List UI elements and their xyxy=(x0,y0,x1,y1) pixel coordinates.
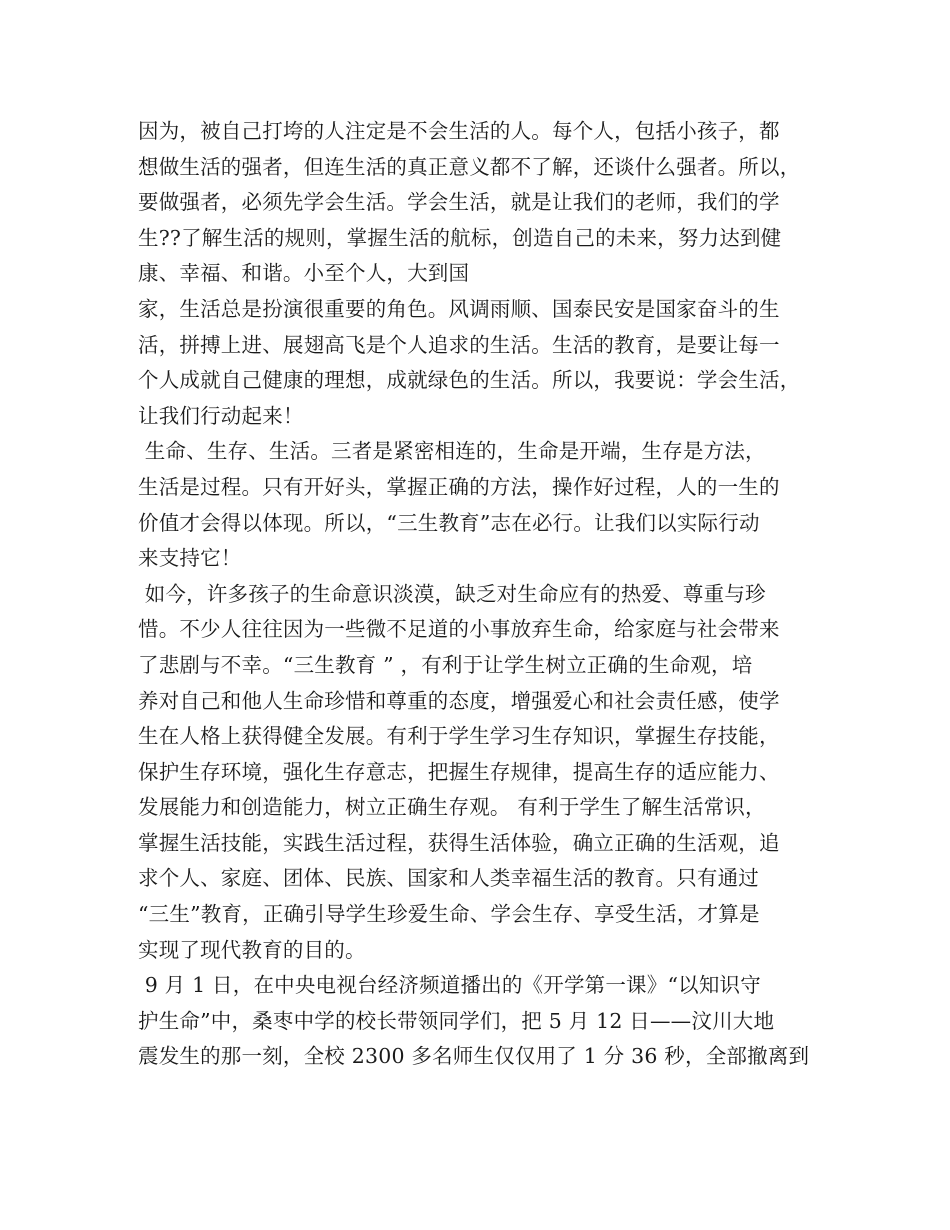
text-line: 让我们行动起来！ xyxy=(138,403,304,428)
text-line: 想做生活的强者，但连生活的真正意义都不了解，还谈什么强者。所以， xyxy=(138,154,801,179)
text-line: 生在人格上获得健全发展。有利于学生学习生存知识，掌握生存技能， xyxy=(138,724,780,749)
text-line: 价值才会得以体现。所以，“三生教育”志在必行。让我们以实际行动 xyxy=(138,510,760,535)
text-line: 因为，被自己打垮的人注定是不会生活的人。每个人，包括小孩子，都 xyxy=(138,119,780,143)
text-line: 要做强者，必须先学会生活。学会生活，就是让我们的老师，我们的学 xyxy=(138,190,780,215)
text-line: 护生命”中，桑枣中学的校长带领同学们，把 5 月 12 日——汶川大地 xyxy=(138,1008,775,1033)
text-line: 发展能力和创造能力，树立正确生存观。 有利于学生了解生活常识， xyxy=(138,795,766,820)
text-line: 惜。不少人往往因为一些微不足道的小事放弃生命，给家庭与社会带来 xyxy=(138,617,780,642)
text-line: 生??了解生活的规则，掌握生活的航标，创造自己的未来，努力达到健 xyxy=(138,225,782,250)
text-line: 震发生的那一刻，全校 2300 多名师生仅仅用了 1 分 36 秒，全部撤离到 xyxy=(138,1044,810,1069)
text-line: 掌握生活技能，实践生活过程，获得生活体验，确立正确的生活观，追 xyxy=(138,830,780,855)
text-line: 个人成就自己健康的理想，成就绿色的生活。所以，我要说：学会生活， xyxy=(138,368,801,393)
text-line: 康、幸福、和谐。小至个人，大到国 xyxy=(138,261,470,286)
text-line: 来支持它！ xyxy=(138,546,242,571)
text-line: 如今，许多孩子的生命意识淡漠，缺乏对生命应有的热爱、尊重与珍 xyxy=(138,581,766,606)
text-line: 求个人、家庭、团体、民族、国家和人类幸福生活的教育。只有通过 xyxy=(138,866,759,891)
text-line: 生命、生存、生活。三者是紧密相连的，生命是开端，生存是方法， xyxy=(138,439,766,464)
text-line: 生活是过程。只有开好头，掌握正确的方法，操作好过程，人的一生的 xyxy=(138,474,780,499)
text-line: 了悲剧与不幸。“三生教育 ” ，有利于让学生树立正确的生命观，培 xyxy=(138,652,753,677)
document-body xyxy=(138,114,838,1075)
text-line: 保护生存环境，强化生存意志，把握生存规律，提高生存的适应能力、 xyxy=(138,759,780,784)
text-line: “三生”教育，正确引导学生珍爱生命、学会生存、享受生活，才算是 xyxy=(138,902,760,927)
text-line: 实现了现代教育的目的。 xyxy=(138,937,366,962)
text-line: 养对自己和他人生命珍惜和尊重的态度，增强爱心和社会责任感，使学 xyxy=(138,688,780,713)
text-line: 家，生活总是扮演很重要的角色。风调雨顺、国泰民安是国家奋斗的生 xyxy=(138,296,780,321)
text-line: 活，拼搏上进、展翅高飞是个人追求的生活。生活的教育，是要让每一 xyxy=(138,332,780,357)
text-line: 9 月 1 日，在中央电视台经济频道播出的《开学第一课》“以知识守 xyxy=(138,973,761,998)
